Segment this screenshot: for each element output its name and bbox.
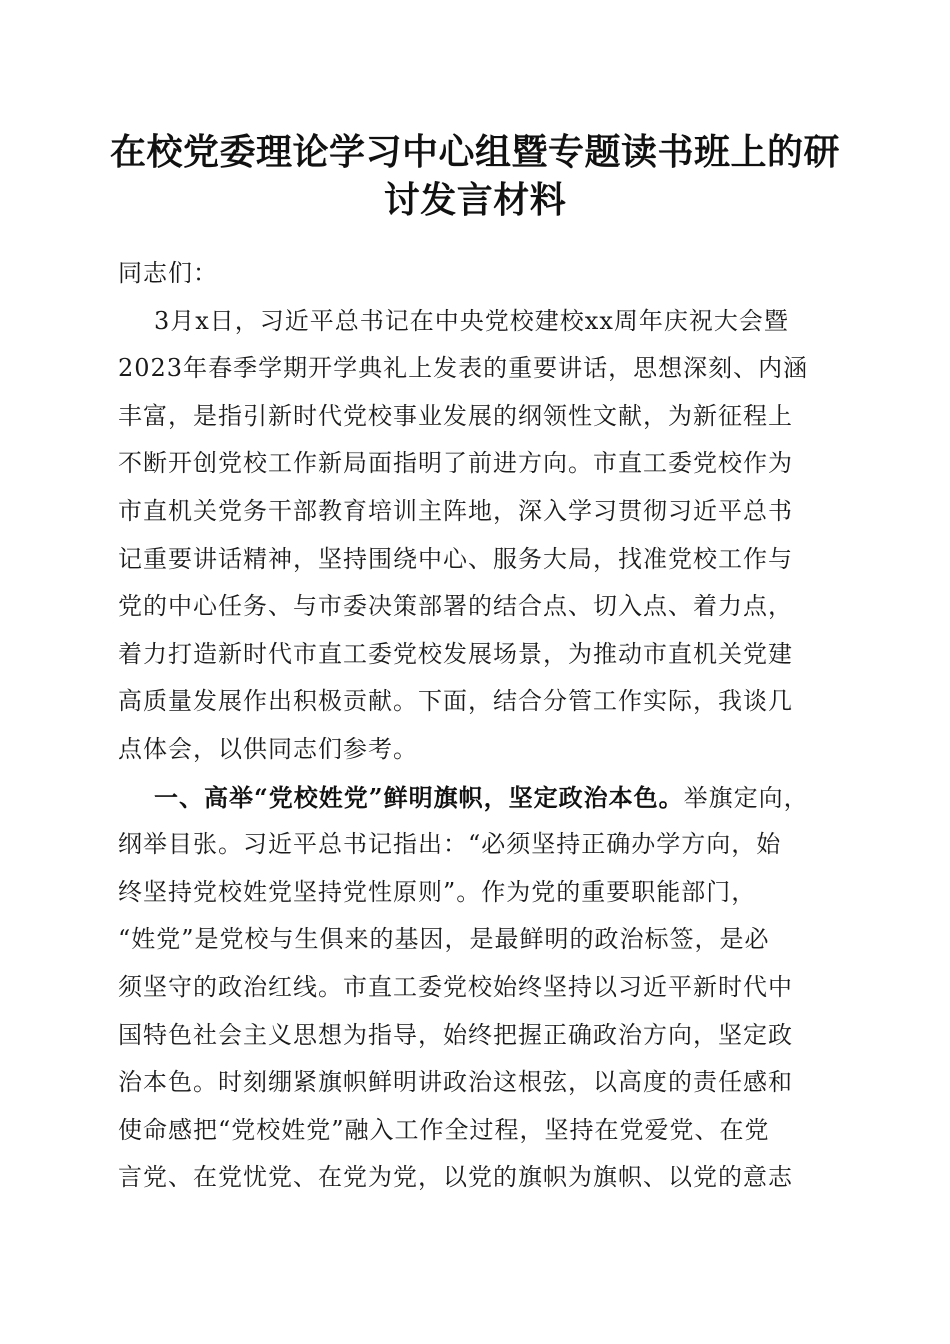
section-1-line: 言党、在党忧党、在党为党，以党的旗帜为旗帜、以党的意志: [118, 1163, 793, 1192]
section-1-first-line-text: 举旗定向，: [683, 783, 809, 812]
paragraph-1-line: 3月x日，习近平总书记在中央党校建校xx周年庆祝大会暨: [154, 306, 789, 335]
title-line-1: 在校党委理论学习中心组暨专题读书班上的研: [109, 131, 840, 173]
section-1-first-line: [118, 774, 838, 822]
paragraph-1-line: 点体会，以供同志们参考。: [118, 734, 418, 763]
section-1-line: 治本色。时刻绷紧旗帜鲜明讲政治这根弦，以高度的责任感和: [118, 1068, 793, 1097]
paragraph-1-line: 高质量发展作出积极贡献。下面，结合分管工作实际，我谈几: [118, 687, 793, 716]
title-line-2: 讨发言材料: [383, 179, 567, 221]
section-1-line: 使命感把“党校姓党”融入工作全过程，坚持在党爱党、在党: [118, 1115, 770, 1144]
section-1-line: 国特色社会主义思想为指导，始终把握正确政治方向，坚定政: [118, 1020, 793, 1049]
paragraph-1-line: 2023年春季学期开学典礼上发表的重要讲话，思想深刻、内涵: [118, 354, 809, 383]
document-title: [100, 128, 850, 224]
paragraph-1-line: 着力打造新时代市直工委党校发展场景，为推动市直机关党建: [118, 639, 793, 668]
section-1-line: 终坚持党校姓党坚持党性原则”。作为党的重要职能部门，: [118, 877, 757, 906]
paragraph-1-line: 市直机关党务干部教育培训主阵地，深入学习贯彻习近平总书: [118, 496, 793, 525]
section-1-line: 须坚守的政治红线。市直工委党校始终坚持以习近平新时代中: [118, 972, 793, 1001]
section-1-line: “姓党”是党校与生俱来的基因，是最鲜明的政治标签，是必: [118, 925, 770, 954]
paragraph-1-line: 丰富，是指引新时代党校事业发展的纲领性文献，为新征程上: [118, 401, 793, 430]
salutation: 同志们：: [118, 259, 218, 287]
paragraph-1-line: 党的中心任务、与市委决策部署的结合点、切入点、着力点，: [118, 592, 793, 621]
paragraph-1-line: 记重要讲话精神，坚持围绕中心、服务大局，找准党校工作与: [118, 544, 793, 573]
section-1-heading: 一、高举“党校姓党”鲜明旗帜，坚定政治本色。: [154, 782, 684, 812]
section-1-line: 纲举目张。习近平总书记指出：“必须坚持正确办学方向，始: [118, 830, 782, 859]
document-body: [118, 250, 838, 1202]
paragraph-1-line: 不断开创党校工作新局面指明了前进方向。市直工委党校作为: [118, 449, 793, 478]
